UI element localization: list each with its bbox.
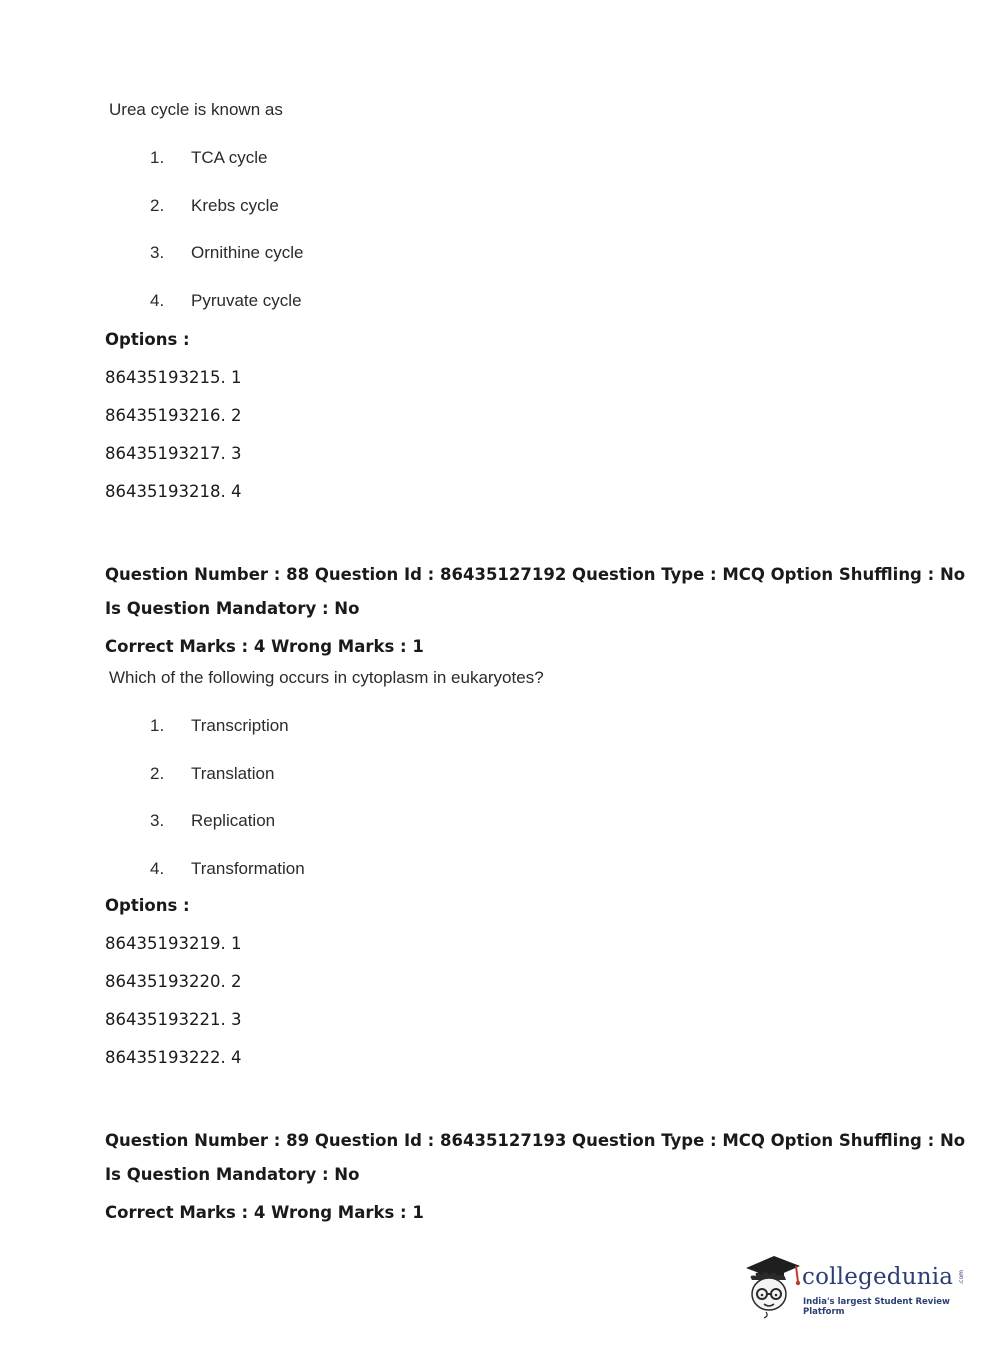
choice-label: Transcription bbox=[191, 716, 289, 735]
mascot-icon bbox=[742, 1250, 802, 1320]
choice-number: 4. bbox=[150, 859, 165, 878]
option-line: 86435193221. 3 bbox=[105, 1010, 242, 1029]
choice-number: 1. bbox=[150, 148, 165, 167]
option-line: 86435193218. 4 bbox=[105, 482, 242, 501]
logo-com: .com bbox=[958, 1270, 965, 1285]
choice-number: 2. bbox=[150, 764, 165, 783]
question-header: Question Number : 89 Question Id : 86435127193 Question Type : MCQ Option Shuffling : No bbox=[105, 1131, 966, 1150]
question-header: Question Number : 88 Question Id : 86435127192 Question Type : MCQ Option Shuffling : No bbox=[105, 565, 966, 584]
option-line: 86435193217. 3 bbox=[105, 444, 242, 463]
option-line: 86435193219. 1 bbox=[105, 934, 242, 953]
choice-label: Pyruvate cycle bbox=[191, 291, 302, 310]
choice-label: Transformation bbox=[191, 859, 305, 878]
choice-number: 4. bbox=[150, 291, 165, 310]
options-heading: Options : bbox=[105, 330, 190, 349]
choice-number: 3. bbox=[150, 811, 165, 830]
marks-line: Correct Marks : 4 Wrong Marks : 1 bbox=[105, 1203, 424, 1222]
choice-label: Replication bbox=[191, 811, 276, 830]
options-heading: Options : bbox=[105, 896, 190, 915]
choice-number: 1. bbox=[150, 716, 165, 735]
choice-label: Krebs cycle bbox=[191, 196, 279, 215]
option-line: 86435193220. 2 bbox=[105, 972, 242, 991]
choice-label: TCA cycle bbox=[191, 148, 268, 167]
option-line: 86435193216. 2 bbox=[105, 406, 242, 425]
option-line: 86435193215. 1 bbox=[105, 368, 242, 387]
logo-wordmark: collegedunia bbox=[802, 1264, 954, 1290]
mandatory-line: Is Question Mandatory : No bbox=[105, 599, 360, 618]
option-line: 86435193222. 4 bbox=[105, 1048, 242, 1067]
mandatory-line: Is Question Mandatory : No bbox=[105, 1165, 360, 1184]
logo-tagline: India's largest Student Review Platform bbox=[803, 1297, 950, 1317]
question-88-text: Which of the following occurs in cytoplasm in eukaryotes? bbox=[109, 668, 544, 687]
choice-number: 3. bbox=[150, 243, 165, 262]
choice-label: Translation bbox=[191, 764, 275, 783]
choice-number: 2. bbox=[150, 196, 165, 215]
marks-line: Correct Marks : 4 Wrong Marks : 1 bbox=[105, 637, 424, 656]
choice-label: Ornithine cycle bbox=[191, 243, 304, 262]
collegedunia-logo bbox=[742, 1250, 972, 1320]
question-87-text: Urea cycle is known as bbox=[109, 100, 283, 119]
